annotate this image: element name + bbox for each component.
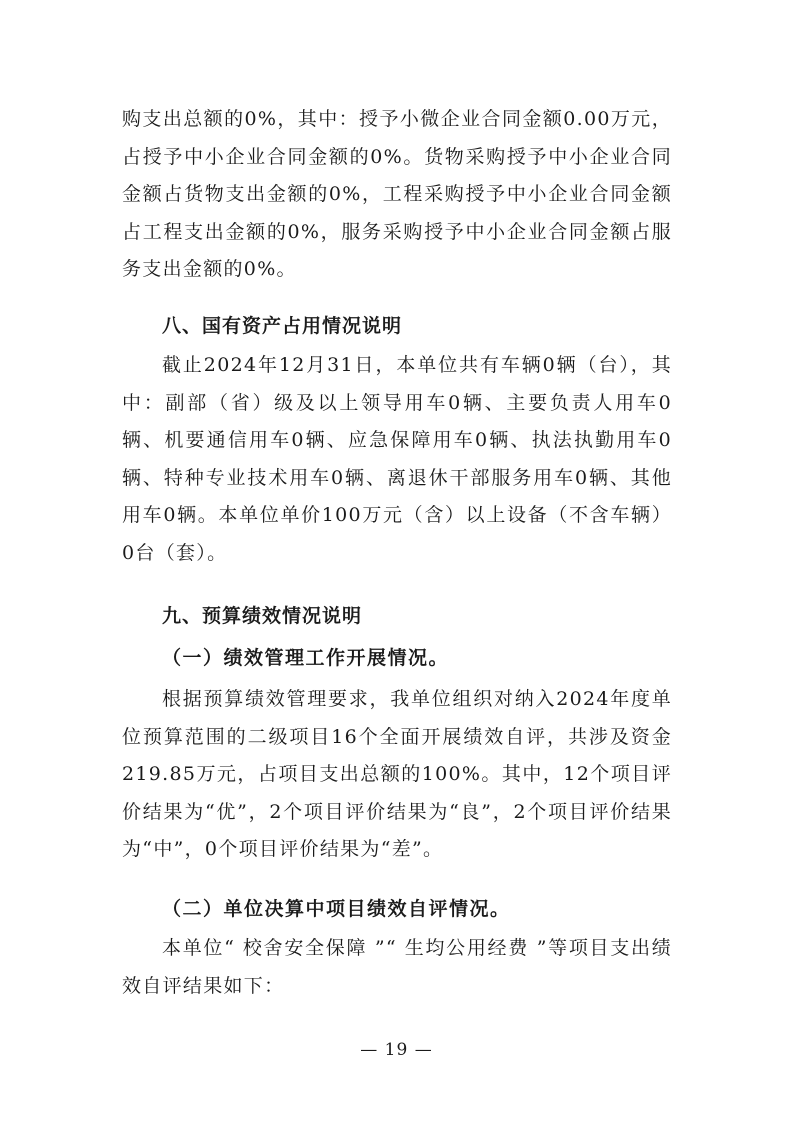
paragraph-vehicles-assets: 截止2024年12月31日，本单位共有车辆0辆（台），其中：副部（省）级及以上领导用车0辆、主要负责人用车0辆、机要通信用车0辆、应急保障用车0辆、执法执勤用车0辆、特种专业技术用车0辆、离退休干部服务用车0辆、其他用车0辆。本单位单价100万元（含）以上设备（不含车辆）0台（套）。 (122, 354, 672, 564)
paragraph-performance-evaluation: 根据预算绩效管理要求，我单位组织对纳入2024年度单位预算范围的二级项目16个全面开展绩效自评，共涉及资金219.85万元，占项目支出总额的100%。其中，12个项目评价结果为“优”，2个项目评价结果为“良”，2个项目评价结果为“中”，0个项目评价结果为“差”。 (122, 688, 672, 860)
page-number: — 19 — (360, 1040, 433, 1060)
section-heading-performance: 九、预算绩效情况说明 (162, 605, 363, 627)
paragraph-procurement-continuation: 购支出总额的0%，其中：授予小微企业合同金额0.00万元，占授予中小企业合同金额的0%。货物采购授予中小企业合同金额占货物支出金额的0%，工程采购授予中小企业合同金额占工程支出金额的0%，服务采购授予中小企业合同金额占服务支出金额的0%。 (122, 108, 672, 280)
subheading-performance-management: （一）绩效管理工作开展情况。 (162, 647, 450, 669)
section-heading-state-assets: 八、国有资产占用情况说明 (162, 315, 403, 337)
subheading-project-self-evaluation: （二）单位决算中项目绩效自评情况。 (162, 898, 511, 920)
paragraph-project-results-intro: 本单位“ 校舍安全保障 ”“ 生均公用经费 ”等项目支出绩效自评结果如下： (122, 937, 672, 997)
